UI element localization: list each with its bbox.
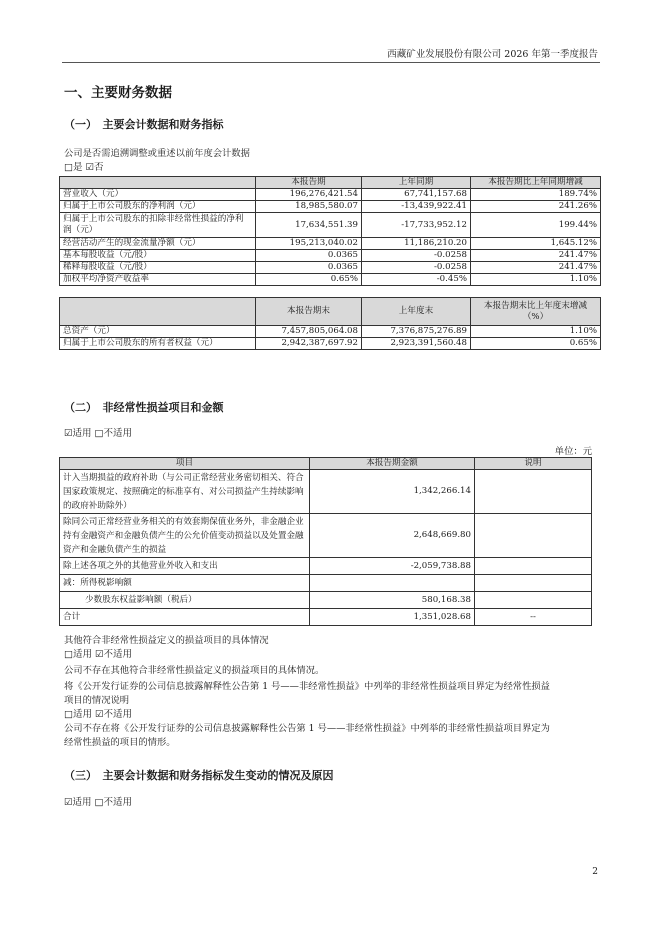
row-label: 稀释每股收益（元/股）: [60, 262, 256, 274]
value-cell: 241.47%: [471, 250, 601, 262]
financial-indicators-table: [59, 176, 601, 286]
value-cell: 189.74%: [471, 189, 601, 201]
table-row: [60, 558, 592, 575]
value-cell: -13,439,922.41: [362, 201, 471, 213]
table-row: [60, 592, 592, 609]
value-cell: -2,059,738.88: [310, 558, 475, 575]
row-label: 少数股东权益影响额（税后）: [60, 592, 310, 609]
value-cell: 0.65%: [471, 338, 601, 350]
reclass-desc-line2: 项目的情况说明: [64, 695, 130, 706]
value-cell: 199.44%: [471, 213, 601, 238]
value-cell: 195,213,040.02: [256, 238, 362, 250]
table-row: [60, 575, 592, 592]
row-label: 基本每股收益（元/股）: [60, 250, 256, 262]
table-row: [60, 238, 601, 250]
note-cell: [475, 575, 592, 592]
value-cell: 1.10%: [471, 274, 601, 286]
value-cell: 7,376,875,276.89: [362, 326, 471, 338]
restatement-options: □是 ☑否: [64, 162, 104, 173]
note-cell: [475, 514, 592, 558]
table-row: [60, 338, 601, 350]
header-cell: 本报告期末: [256, 298, 362, 326]
value-cell: 241.47%: [471, 262, 601, 274]
value-cell: -17,733,952.12: [362, 213, 471, 238]
table-row: [60, 262, 601, 274]
row-label: 归属于上市公司股东的净利润（元）: [60, 201, 256, 213]
value-cell: 2,923,391,560.48: [362, 338, 471, 350]
value-cell: 196,276,421.54: [256, 189, 362, 201]
changes-applicable-options: ☑适用 □不适用: [64, 797, 133, 808]
header-cell: 本报告期金额: [310, 458, 475, 470]
table-header-row: [60, 298, 601, 326]
table-row: [60, 609, 592, 626]
value-cell: -0.45%: [362, 274, 471, 286]
header-cell: [60, 298, 256, 326]
other-items-text: 公司不存在其他符合非经常性损益定义的损益项目的具体情况。: [64, 665, 325, 676]
row-label: 计入当期损益的政府补助（与公司正常经营业务密切相关、符合国家政策规定、按照确定的标准享有、对公司损益产生持续影响的政府补助除外）: [60, 470, 310, 514]
row-label: 归属于上市公司股东的所有者权益（元）: [60, 338, 256, 350]
header-cell: 项目: [60, 458, 310, 470]
value-cell: 11,186,210.20: [362, 238, 471, 250]
header-cell: 本报告期末比上年度末增减（%）: [471, 298, 601, 326]
table-row: [60, 201, 601, 213]
value-cell: 1.10%: [471, 326, 601, 338]
note-cell: [475, 470, 592, 514]
value-cell: 0.65%: [256, 274, 362, 286]
row-label: 合计: [60, 609, 310, 626]
value-cell: 2,648,669.80: [310, 514, 475, 558]
row-label: 营业收入（元）: [60, 189, 256, 201]
value-cell: 0.0365: [256, 262, 362, 274]
table-row: [60, 326, 601, 338]
note-cell: [475, 592, 592, 609]
header-cell: 上年度末: [362, 298, 471, 326]
table-row: [60, 213, 601, 238]
value-cell: -0.0258: [362, 262, 471, 274]
row-label: 除上述各项之外的其他营业外收入和支出: [60, 558, 310, 575]
table-row: [60, 274, 601, 286]
header-divider: [62, 62, 600, 63]
value-cell: 580,168.38: [310, 592, 475, 609]
page-number: 2: [592, 867, 598, 877]
subsection-title-1: （一） 主要会计数据和财务指标: [64, 118, 224, 131]
nonrecurring-applicable-options: ☑适用 □不适用: [64, 428, 133, 439]
value-cell: 1,342,266.14: [310, 470, 475, 514]
header-cell: 本报告期: [256, 177, 362, 189]
restatement-question: 公司是否需追溯调整或重述以前年度会计数据: [64, 148, 250, 159]
table-row: [60, 514, 592, 558]
note-cell: [475, 558, 592, 575]
row-label: 加权平均净资产收益率: [60, 274, 256, 286]
section-title: 一、主要财务数据: [64, 85, 172, 101]
other-items-title: 其他符合非经常性损益定义的损益项目的具体情况: [64, 635, 269, 646]
subsection-title-3: （三） 主要会计数据和财务指标发生变动的情况及原因: [64, 769, 334, 782]
reclass-text-line1: 公司不存在将《公开发行证券的公司信息披露解释性公告第 1 号——非经常性损益》中列举的非经常性损益项目界定为: [64, 723, 550, 734]
reclass-desc-line1: 将《公开发行证券的公司信息披露解释性公告第 1 号——非经常性损益》中列举的非经常性损益项目界定为经常性损益: [64, 681, 550, 692]
subsection-title-2: （二） 非经常性损益项目和金额: [64, 401, 224, 414]
header-cell: 本报告期比上年同期增减: [471, 177, 601, 189]
header-cell: 说明: [475, 458, 592, 470]
table-header-row: [60, 177, 601, 189]
row-label: 归属于上市公司股东的扣除非经常性损益的净利润（元）: [60, 213, 256, 238]
value-cell: 17,634,551.39: [256, 213, 362, 238]
value-cell: 1,645.12%: [471, 238, 601, 250]
row-label: 减：所得税影响额: [60, 575, 310, 592]
row-label: 除同公司正常经营业务相关的有效套期保值业务外，非金融企业持有金融资产和金融负债产生的公允价值变动损益以及处置金融资产和金融负债产生的损益: [60, 514, 310, 558]
row-label: 总资产（元）: [60, 326, 256, 338]
unit-label: 单位：元: [554, 446, 592, 457]
value-cell: [310, 575, 475, 592]
row-label: 经营活动产生的现金流量净额（元）: [60, 238, 256, 250]
value-cell: 67,741,157.68: [362, 189, 471, 201]
value-cell: 7,457,805,064.08: [256, 326, 362, 338]
value-cell: -0.0258: [362, 250, 471, 262]
header-cell: [60, 177, 256, 189]
value-cell: 0.0365: [256, 250, 362, 262]
value-cell: 1,351,028.68: [310, 609, 475, 626]
table-row: [60, 470, 592, 514]
value-cell: 18,985,580.07: [256, 201, 362, 213]
reclass-options: □适用 ☑不适用: [64, 709, 133, 720]
table-header-row: [60, 458, 592, 470]
table-row: [60, 189, 601, 201]
balance-sheet-indicators-table: [59, 297, 601, 350]
value-cell: 241.26%: [471, 201, 601, 213]
table-row: [60, 250, 601, 262]
page-header: 西藏矿业发展股份有限公司 2026 年第一季度报告: [387, 49, 598, 60]
nonrecurring-items-table: [59, 457, 592, 626]
reclass-text-line2: 经常性损益的项目的情形。: [64, 737, 176, 748]
other-items-options: □适用 ☑不适用: [64, 649, 133, 660]
note-cell: --: [475, 609, 592, 626]
value-cell: 2,942,387,697.92: [256, 338, 362, 350]
header-cell: 上年同期: [362, 177, 471, 189]
